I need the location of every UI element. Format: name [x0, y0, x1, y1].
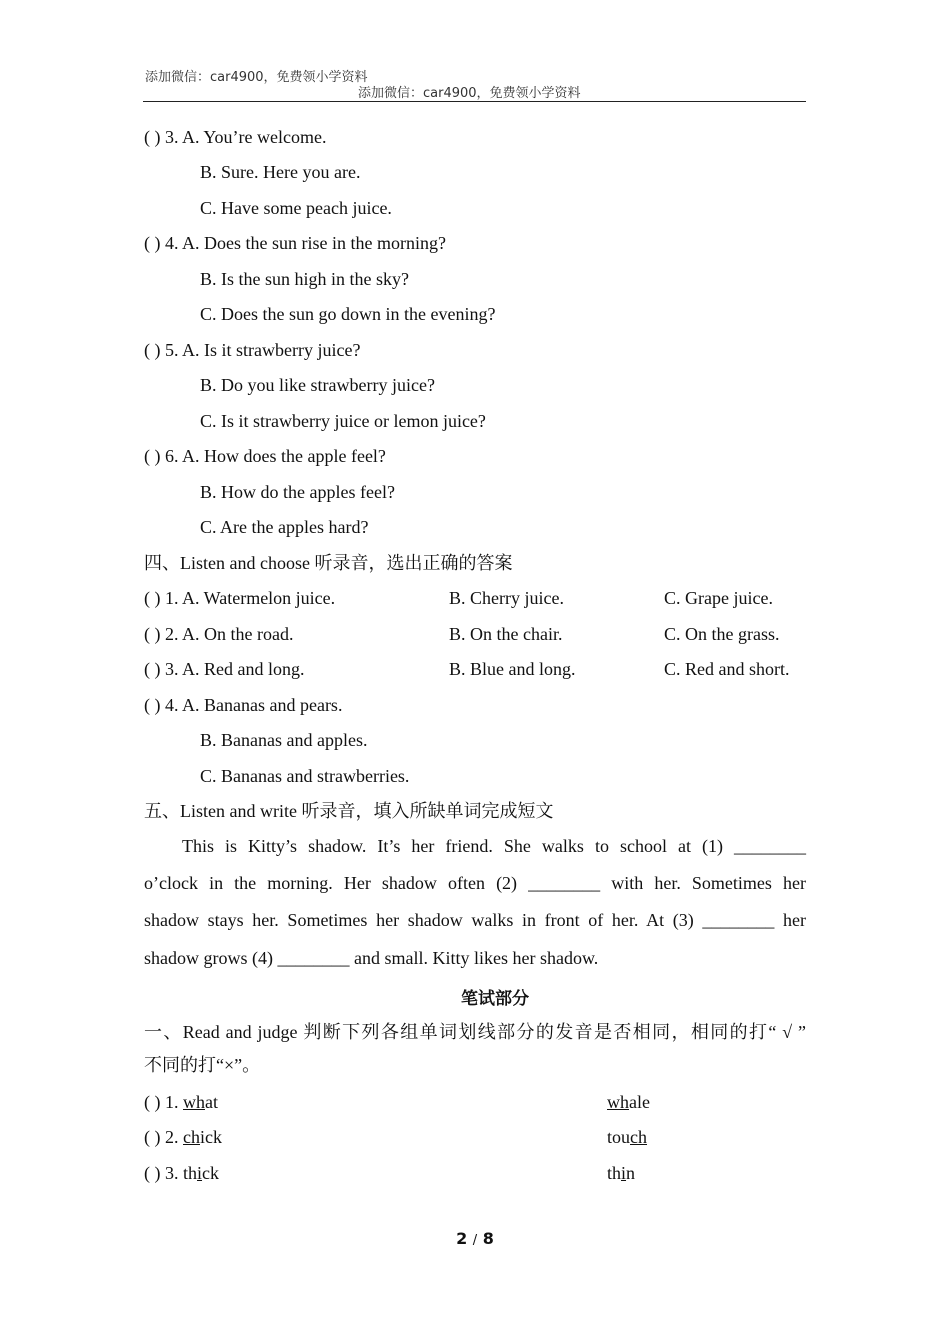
judge-item-3-word2: [607, 1162, 635, 1184]
p4-q1-option-b: B. Cherry juice.: [449, 588, 564, 608]
question-5-option-b: B. Do you like strawberry juice?: [200, 375, 435, 395]
passage-line-4: shadow grows (4) ________ and small. Kitty likes her shadow.: [144, 948, 599, 968]
judge-item-3-word2-post: n: [626, 1163, 636, 1183]
p4-q1-option-c: C. Grape juice.: [664, 588, 773, 608]
question-3-option-c: C. Have some peach juice.: [200, 198, 392, 218]
header-watermark-2: 添加微信：car4900，免费领小学资料: [358, 86, 581, 101]
judge-item-3-word1-post: ck: [202, 1163, 220, 1183]
header-rule: [143, 101, 806, 102]
judge-item-1-prefix: ( ) 1.: [144, 1092, 183, 1112]
p4-q4-option-a: ( ) 4. A. Bananas and pears.: [144, 695, 343, 715]
judge-item-2-word1-underline: ch: [183, 1127, 200, 1147]
judge-item-1-word2-underline: wh: [607, 1092, 629, 1112]
p4-q4-option-c: C. Bananas and strawberries.: [200, 766, 410, 786]
question-4-option-a: ( ) 4. A. Does the sun rise in the morning?: [144, 233, 446, 253]
judge-item-1-word2-post: ale: [629, 1092, 650, 1112]
passage-line-3: shadow stays her. Sometimes her shadow walks in front of her. At (3) ________ her: [144, 910, 806, 930]
section-5-title: 五、Listen and write 听录音，填入所缺单词完成短文: [144, 801, 554, 821]
question-5-option-a: ( ) 5. A. Is it strawberry juice?: [144, 340, 361, 360]
p4-q3-option-b: B. Blue and long.: [449, 659, 576, 679]
question-6-option-a: ( ) 6. A. How does the apple feel?: [144, 446, 386, 466]
question-5-option-c: C. Is it strawberry juice or lemon juice?: [200, 411, 486, 431]
judge-item-2-word2-pre: tou: [607, 1127, 631, 1147]
judge-item-1: [144, 1091, 218, 1113]
judge-item-3-word2-pre: th: [607, 1163, 622, 1183]
passage-line-1: This is Kitty’s shadow. It’s her friend. She walks to school at (1) ________: [182, 836, 806, 856]
page-current: 2: [456, 1229, 468, 1248]
judge-item-2-word2-underline: ch: [630, 1127, 648, 1147]
judge-item-2: [144, 1126, 222, 1148]
judge-item-3-word2-underline: i: [621, 1163, 627, 1183]
judge-item-2-prefix: ( ) 2.: [144, 1127, 183, 1147]
passage-line-2: o’clock in the morning. Her shadow often (2) ________ with her. Sometimes her: [144, 873, 806, 893]
p4-q1-option-a: ( ) 1. A. Watermelon juice.: [144, 588, 336, 608]
p4-q3-option-c: C. Red and short.: [664, 659, 790, 679]
section-4-title: 四、Listen and choose 听录音，选出正确的答案: [144, 553, 513, 573]
p4-q2-option-b: B. On the chair.: [449, 624, 563, 644]
p4-q3-option-a: ( ) 3. A. Red and long.: [144, 659, 305, 679]
question-6-option-c: C. Are the apples hard?: [200, 517, 369, 537]
page-total: 8: [482, 1229, 494, 1248]
question-3-option-a: ( ) 3. A. You’re welcome.: [144, 127, 327, 147]
judge-item-3-prefix: ( ) 3.: [144, 1163, 183, 1183]
p4-q2-option-c: C. On the grass.: [664, 624, 780, 644]
question-3-option-b: B. Sure. Here you are.: [200, 162, 361, 182]
page-separator: /: [472, 1233, 478, 1248]
question-6-option-b: B. How do the apples feel?: [200, 482, 395, 502]
written-instruction-line-1: 一、Read and judge 判断下列各组单词划线部分的发音是否相同，相同的打“ √ ”: [144, 1022, 806, 1042]
p4-q2-option-a: ( ) 2. A. On the road.: [144, 624, 294, 644]
written-instruction-line-2: 不同的打“×”。: [144, 1055, 261, 1075]
p4-q4-option-b: B. Bananas and apples.: [200, 730, 368, 750]
judge-item-1-word1-underline: wh: [183, 1092, 205, 1112]
written-section-title: 笔试部分: [461, 989, 529, 1009]
page-number: [0, 1229, 950, 1248]
header-watermark-1: 添加微信：car4900，免费领小学资料: [145, 70, 368, 85]
judge-item-2-word2: [607, 1126, 647, 1148]
judge-item-3: [144, 1162, 219, 1184]
judge-item-3-word1-pre: th: [183, 1163, 198, 1183]
judge-item-3-word1-underline: i: [197, 1163, 203, 1183]
question-4-option-b: B. Is the sun high in the sky?: [200, 269, 409, 289]
question-4-option-c: C. Does the sun go down in the evening?: [200, 304, 496, 324]
judge-item-1-word1-post: at: [205, 1092, 218, 1112]
judge-item-1-word2: [607, 1091, 650, 1113]
judge-item-2-word1-post: ick: [200, 1127, 222, 1147]
